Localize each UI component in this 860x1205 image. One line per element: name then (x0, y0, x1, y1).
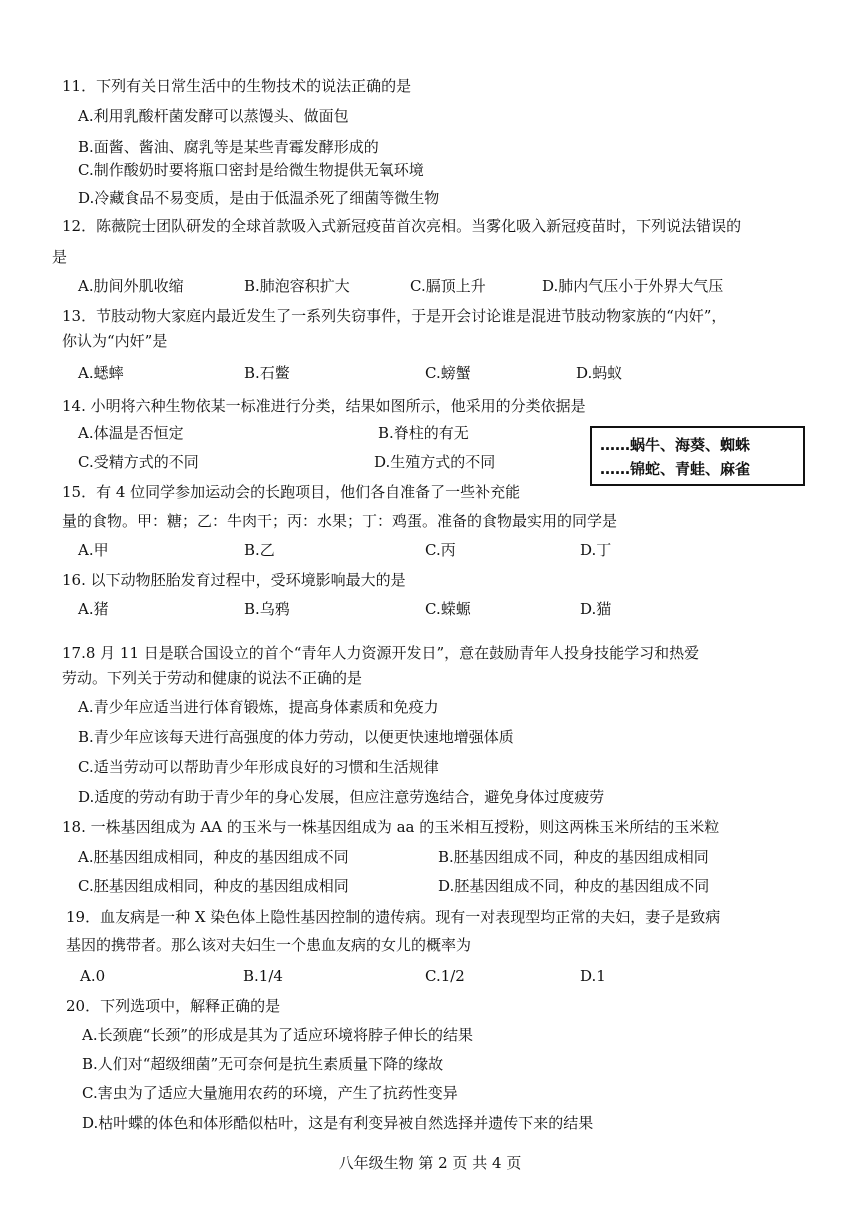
q15-stem-line1: 15．有 4 位同学参加运动会的长跑项目，他们各自准备了一些补充能 (62, 483, 521, 501)
q20-option-b: B.人们对“超级细菌”无可奈何是抗生素质量下降的缘故 (82, 1055, 444, 1073)
q13-option-c: C.螃蟹 (425, 364, 471, 382)
q19-option-d: D.1 (580, 967, 606, 985)
q16-stem: 16. 以下动物胚胎发育过程中，受环境影响最大的是 (62, 571, 406, 589)
q16-option-a: A.猪 (78, 600, 109, 618)
q15-option-a: A.甲 (78, 541, 109, 559)
q20-stem: 20．下列选项中，解释正确的是 (66, 997, 281, 1015)
q14-option-b: B.脊柱的有无 (378, 424, 469, 442)
page-footer: 八年级生物 第 2 页 共 4 页 (338, 1154, 522, 1172)
q17-stem-line2: 劳动。下列关于劳动和健康的说法不正确的是 (62, 669, 363, 687)
q13-stem-line2: 你认为“内奸”是 (62, 332, 168, 350)
q19-option-a: A.0 (80, 967, 106, 985)
q14-option-c: C.受精方式的不同 (78, 453, 199, 471)
q14-figure-row1: ……蜗牛、海葵、蜘蛛 (600, 436, 751, 454)
q12-option-d: D.肺内气压小于外界大气压 (542, 277, 724, 295)
q14-option-d: D.生殖方式的不同 (374, 453, 496, 471)
q17-option-d: D.适度的劳动有助于青少年的身心发展，但应注意劳逸结合，避免身体过度疲劳 (78, 788, 605, 806)
q18-option-c: C.胚基因组成相同，种皮的基因组成相同 (78, 877, 349, 895)
q14-stem: 14. 小明将六种生物依某一标准进行分类，结果如图所示，他采用的分类依据是 (62, 397, 586, 415)
q11-option-a: A.利用乳酸杆菌发酵可以蒸馒头、做面包 (78, 107, 349, 125)
q11-stem: 11．下列有关日常生活中的生物技术的说法正确的是 (62, 77, 412, 95)
q12-stem-line1: 12．陈薇院士团队研发的全球首款吸入式新冠疫苗首次亮相。当雾化吸入新冠疫苗时，下列说法错误的 (62, 217, 742, 235)
q15-option-c: C.丙 (425, 541, 456, 559)
q17-option-b: B.青少年应该每天进行高强度的体力劳动，以便更快速地增强体质 (78, 728, 514, 746)
q19-option-c: C.1/2 (425, 967, 465, 985)
q17-option-c: C.适当劳动可以帮助青少年形成良好的习惯和生活规律 (78, 758, 439, 776)
q18-stem: 18. 一株基因组成为 AA 的玉米与一株基因组成为 aa 的玉米相互授粉，则这两株玉米所结的玉米粒 (62, 818, 720, 836)
q16-option-d: D.猫 (580, 600, 612, 618)
q12-option-b: B.肺泡容积扩大 (244, 277, 350, 295)
q13-stem-line1: 13．节肢动物大家庭内最近发生了一系列失窃事件，于是开会讨论谁是混进节肢动物家族的“内奸”， (62, 307, 727, 325)
q11-option-b: B.面酱、酱油、腐乳等是某些青霉发酵形成的 (78, 138, 379, 156)
q16-option-b: B.乌鸦 (244, 600, 290, 618)
q14-option-a: A.体温是否恒定 (78, 424, 184, 442)
q17-stem-line1: 17.8 月 11 日是联合国设立的首个“青年人力资源开发日”，意在鼓励青年人投身技能学习和热爱 (62, 644, 700, 662)
q18-option-d: D.胚基因组成不同，种皮的基因组成不同 (438, 877, 710, 895)
q15-option-d: D.丁 (580, 541, 612, 559)
q20-option-c: C.害虫为了适应大量施用农药的环境，产生了抗药性变异 (82, 1084, 458, 1102)
q17-option-a: A.青少年应适当进行体育锻炼，提高身体素质和免疫力 (78, 698, 439, 716)
q20-option-a: A.长颈鹿“长颈”的形成是其为了适应环境将脖子伸长的结果 (82, 1026, 473, 1044)
q12-option-a: A.肋间外肌收缩 (78, 277, 184, 295)
q16-option-c: C.蝾螈 (425, 600, 471, 618)
q12-option-c: C.膈顶上升 (410, 277, 486, 295)
q19-option-b: B.1/4 (243, 967, 283, 985)
q18-option-b: B.胚基因组成不同，种皮的基因组成相同 (438, 848, 709, 866)
q13-option-a: A.蟋蟀 (78, 364, 124, 382)
q19-stem-line1: 19．血友病是一种 X 染色体上隐性基因控制的遗传病。现有一对表现型均正常的夫妇，妻子是致病 (66, 908, 721, 926)
q19-stem-line2: 基因的携带者。那么该对夫妇生一个患血友病的女儿的概率为 (66, 936, 472, 954)
q12-stem-line2: 是 (52, 248, 68, 266)
q13-option-d: D.蚂蚁 (576, 364, 623, 382)
q11-option-c: C.制作酸奶时要将瓶口密封是给微生物提供无氧环境 (78, 161, 424, 179)
q14-classification-figure (590, 426, 805, 486)
q11-option-d: D.冷藏食品不易变质，是由于低温杀死了细菌等微生物 (78, 189, 440, 207)
q18-option-a: A.胚基因组成相同，种皮的基因组成不同 (78, 848, 349, 866)
q15-option-b: B.乙 (244, 541, 275, 559)
q20-option-d: D.枯叶蝶的体色和体形酷似枯叶，这是有利变异被自然选择并遗传下来的结果 (82, 1114, 594, 1132)
q15-stem-line2: 量的食物。甲：糖；乙：牛肉干；丙：水果；丁：鸡蛋。准备的食物最实用的同学是 (62, 512, 618, 530)
q13-option-b: B.石鳖 (244, 364, 290, 382)
q14-figure-row2: ……锦蛇、青蛙、麻雀 (600, 460, 751, 478)
